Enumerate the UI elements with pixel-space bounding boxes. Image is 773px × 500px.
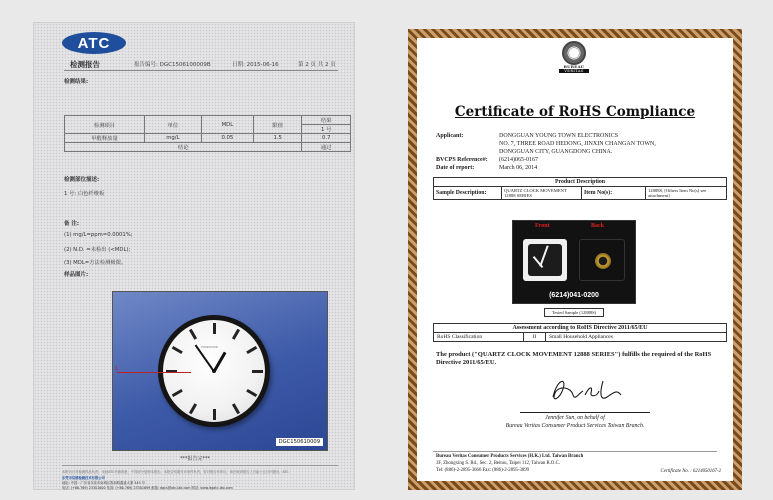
- conclusion-label: 结论: [65, 143, 302, 152]
- end-of-report: ***报告完***: [180, 456, 211, 462]
- photo-label-front: Front: [535, 223, 550, 229]
- wall-clock-image: [158, 315, 270, 427]
- report-date: 日期: 2015-06-16: [232, 62, 279, 68]
- table-row: [65, 134, 351, 143]
- footer-contact: 电话: (+86-769) 23301600 传真: (+86-769) 23301699 邮箱: dgcs@atc-lab.com 网站: www.dgatc-lab.com: [62, 486, 233, 490]
- sample-id-label: DGC150610009: [276, 438, 323, 446]
- col-header-unit: 单位: [145, 116, 202, 134]
- sample-pointer-number: 1: [115, 366, 119, 372]
- bv-seal-icon: [562, 41, 586, 65]
- results-heading: 检测结果:: [64, 79, 89, 85]
- footer-company: 东莞市信德检测技术有限公司: [62, 476, 105, 480]
- parts-heading: 检测部位描述:: [64, 177, 100, 183]
- report-page: 第 2 页 共 2 页: [298, 62, 336, 68]
- note-2: (2) N.D. =未检出 (<MDL);: [64, 247, 131, 253]
- footer-phone: Tel: (886)-2-2895-3666 Fax: (886)-2-2895-3899: [436, 468, 530, 473]
- col-header-mdl: MDL: [201, 116, 253, 134]
- tested-sample-caption: Tested Sample (12888S): [544, 308, 604, 317]
- signer-organization: Bureau Veritas Consumer Product Services Taiwan Branch.: [505, 423, 645, 429]
- conclusion-row: [65, 143, 351, 152]
- cell-result: 0.7: [302, 134, 351, 143]
- applicant-line-1: DONGGUAN YOUNG TOWN ELECTRONICS: [499, 133, 619, 139]
- classification-label: RoHS Classification: [434, 333, 524, 342]
- sample-pointer-line: [117, 372, 191, 373]
- col-header-limit: 限值: [253, 116, 302, 134]
- signer-name: Jennifer Sun, on behalf of: [545, 415, 605, 421]
- footer-organization: Bureau Veritas Consumer Products Services (H.K.) Ltd. Taiwan Branch: [436, 454, 584, 459]
- certificate-number: Certificate No. : 6214050167-2: [660, 469, 721, 474]
- col-header-result: 结果: [302, 116, 351, 125]
- footer-address: 地址: 中国 · 广东省东莞市南城区胜和路鑫盛大厦 345 号: [62, 481, 145, 485]
- footer-address: 3F, Zhongxing S. Rd., Sec. 2, Beitou, Taipei 112, Taiwan R.O.C.: [436, 461, 560, 466]
- cell-mdl: 0.05: [201, 134, 253, 143]
- product-description-table: [433, 177, 727, 200]
- report-title: 检测报告: [70, 60, 100, 69]
- reference-label: BVCPS Reference#:: [436, 157, 488, 163]
- table-row: [434, 187, 727, 200]
- movement-back-image: [579, 239, 625, 281]
- signature-image: [547, 375, 627, 407]
- notes-heading: 备 注:: [64, 221, 80, 227]
- date-value: March 06, 2014: [499, 165, 538, 171]
- assessment-heading: Assessment according to RoHS Directive 2011/65/EU: [434, 324, 727, 333]
- applicant-line-3: DONGGUAN CITY, GUANGDONG CHINA.: [499, 149, 613, 155]
- results-table: [64, 115, 351, 152]
- bureau-veritas-logo: BUREAU VERITAS: [559, 41, 589, 79]
- header-divider: [64, 70, 338, 71]
- note-3: (3) MDL=方法检测极限。: [64, 260, 127, 266]
- product-description-heading: Product Description: [434, 178, 727, 187]
- date-label: Date of report:: [436, 165, 475, 171]
- photo-label-back: Back: [591, 223, 605, 229]
- assessment-table: [433, 323, 727, 342]
- signature-line: [520, 412, 650, 413]
- clock-movement-photo: [512, 220, 636, 304]
- item-no-label: Item No(s):: [582, 187, 646, 200]
- parts-description: 1 号: 白色纤维板: [64, 191, 105, 197]
- rohs-certificate-document: [408, 29, 742, 490]
- applicant-label: Applicant:: [436, 133, 464, 139]
- test-report-document: [33, 22, 355, 490]
- atc-logo: ATC: [62, 32, 126, 54]
- cell-unit: mg/L: [145, 134, 202, 143]
- report-number: 报告编号: DGC1506100009B: [134, 62, 211, 68]
- footer-divider: [62, 465, 338, 466]
- certificate-footer-divider: [433, 451, 717, 452]
- photo-heading: 样品图片:: [64, 272, 89, 278]
- sample-photo: [112, 291, 328, 451]
- reference-value: (6214)065-0167: [499, 157, 538, 163]
- sample-description-value: QUARTZ CLOCK MOVEMENT 12888 SERIES: [502, 187, 582, 200]
- cell-item: 甲醛释放量: [65, 134, 145, 143]
- applicant-line-2: NO. 7, THREE ROAD HEDONG, JINXIN CHANGAN TOWN,: [499, 141, 656, 147]
- conclusion-value: 通过: [302, 143, 351, 152]
- classification-class: II: [524, 333, 546, 342]
- clock-brand: YOUNGTOWN: [201, 346, 218, 349]
- compliance-conclusion: The product ("QUARTZ CLOCK MOVEMENT 12888 SERIES") fulfills the required of the RoHS Directive 2011/65/EU.: [436, 351, 712, 366]
- cell-limit: 1.5: [253, 134, 302, 143]
- sample-description-label: Sample Description:: [434, 187, 502, 200]
- col-subheader-sample: 1 号: [302, 125, 351, 134]
- col-header-item: 检测项目: [65, 116, 145, 134]
- item-no-value: 12888S, [Others Item No(s) see attachment]: [646, 187, 727, 200]
- table-row: [434, 333, 727, 342]
- certificate-title: Certificate of RoHS Compliance: [454, 104, 696, 120]
- photo-code: (6214)041-0200: [549, 292, 599, 299]
- classification-category: Small Household Appliances: [546, 333, 727, 342]
- movement-front-image: [523, 239, 567, 281]
- note-1: (1) mg/L=ppm=0.0001%;: [64, 232, 133, 238]
- footer-disclaimer: 本报告只对检测样品负责。未经ATC书面同意，不得部分复制本报告。本报告结果仅对来样负责。若对报告有异议，请在收到报告之日起十五日内提出。ATC: [62, 470, 289, 474]
- gear-icon: [595, 253, 611, 269]
